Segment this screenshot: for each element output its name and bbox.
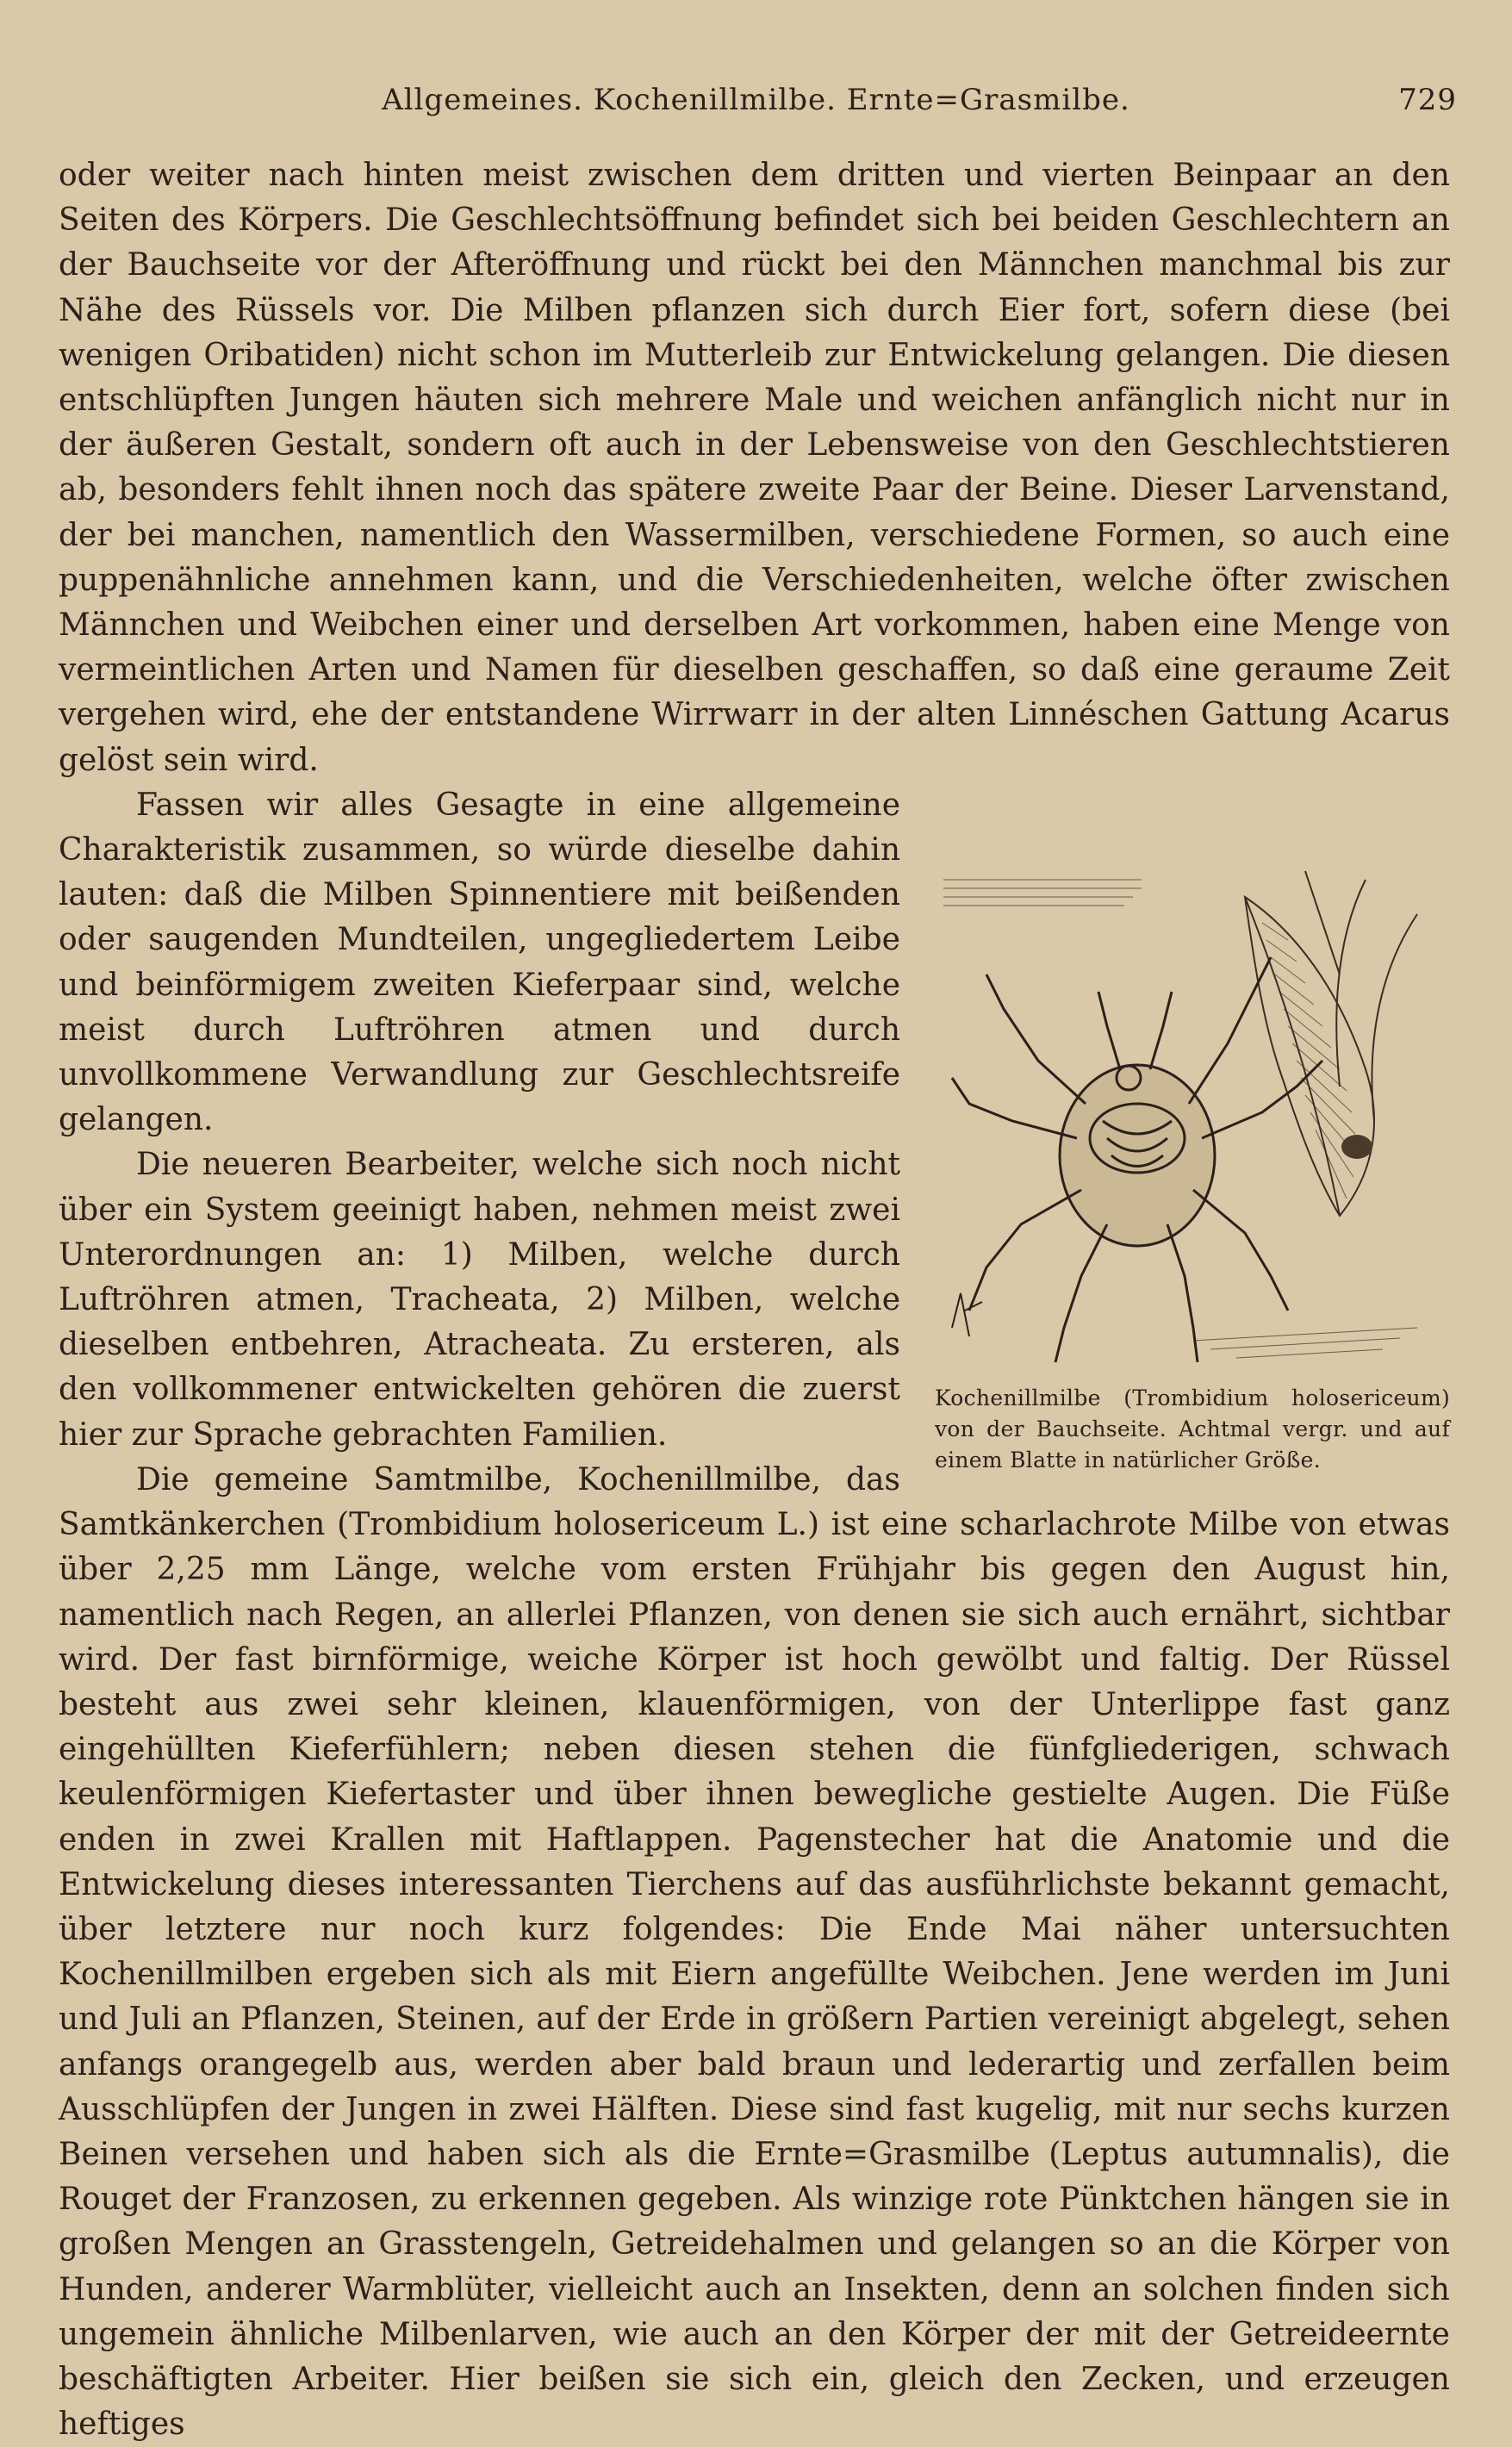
paragraph-4: Die gemeine Samtmilbe, Kochenillmilbe, das Samtkänkerchen (Trombidium holosericeum L.) ist eine scharlachrote Milbe von etwas über 2,25 mm Länge, welche vom ersten Frühjahr bis gegen den August hin, namentlich nach Regen, an allerlei Pflanzen, von denen sie sich auch ernährt, sichtbar wird. Der fast birnförmige, weiche Körper ist hoch gewölbt und faltig. Der Rüssel besteht aus zwei sehr kleinen, klauenförmigen, von der Unterlippe fast ganz eingehüllten Kieferfühlern; neben diesen stehen die fünfgliederigen, schwach keulenförmigen Kiefertaster und über ihnen bewegliche gestielte Augen. Die Füße enden in zwei Krallen mit Haftlappen. Pagenstecher hat die Anatomie und die Entwickelung dieses interessanten Tierchens auf das ausführlichste bekannt gemacht, über letztere nur noch kurz folgendes: Die Ende Mai näher untersuchten Kochenillmilben ergeben sich als mit Eiern angefüllte Weibchen. Jene werden im Juni und Juli an Pflanzen, Steinen, auf der Erde in größern Partien vereinigt abgelegt, sehen anfangs orangegelb aus, werden aber bald braun und lederartig und zerfallen beim Ausschlüpfen der Jungen in zwei Hälften. Diese sind fast kugelig, mit nur sechs kurzen Beinen versehen und haben sich als die Ernte=Grasmilbe (Leptus autumnalis), die Rouget der Franzosen, zu erkennen gegeben. Als winzige rote Pünktchen hängen sie in großen Mengen an Grasstengeln, Getreidehalmen und gelangen so an die Körper von Hunden, anderer Warmblüter, vielleicht auch an Insekten, denn an solchen finden sich ungemein ähnliche Milbenlarven, wie auch an den Körper der mit der Getreideernte beschäftigten Arbeiter. Hier beißen sie sich ein, gleich den Zecken, und erzeugen heftiges: [59, 1461, 1450, 2443]
paragraph-2: Fassen wir alles Gesagte in eine allgemeine Charakteristik zusammen, so würde dieselbe dahin lauten: daß die Milben Spinnentiere mit beißenden oder saugenden Mundteilen, ungegliedertem Leibe und beinförmigem zweiten Kieferpaar sind, welche meist durch Luftröhren atmen und durch unvollkommene Verwandlung zur Geschlechtsreife gelangen.: [59, 787, 900, 1138]
mite-illustration-icon: [935, 862, 1450, 1378]
paragraph-3: Die neueren Bearbeiter, welche sich noch nicht über ein System geeinigt haben, nehmen meist zwei Unterordnungen an: 1) Milben, welche durch Luftröhren atmen, Tracheata, 2) Milben, welche dieselben entbehren, Atracheata. Zu ersteren, als den vollkommener entwickelten gehören die zuerst hier zur Sprache gebrachten Familien.: [59, 1147, 900, 1453]
figure-caption: Kochenillmilbe (Trombidium holosericeum) von der Bauchseite. Achtmal vergr. und auf einem Blatte in natürlicher Größe.: [935, 1385, 1450, 1473]
figure-mite: [935, 862, 1450, 1476]
page-number: 729: [1398, 83, 1457, 117]
body-text: [59, 153, 1450, 2447]
paragraph-1: oder weiter nach hinten meist zwischen dem dritten und vierten Beinpaar an den Seiten des Körpers. Die Geschlechtsöffnung befindet sich bei beiden Geschlechtern an der Bauchseite vor der Afteröffnung und rückt bei den Männchen manchmal bis zur Nähe des Rüssels vor. Die Milben pflanzen sich durch Eier fort, sofern diese (bei wenigen Oribatiden) nicht schon im Mutterleib zur Entwickelung gelangen. Die diesen entschlüpften Jungen häuten sich mehrere Male und weichen anfänglich nicht nur in der äußeren Gestalt, sondern oft auch in der Lebensweise von den Geschlechtstieren ab, besonders fehlt ihnen noch das spätere zweite Paar der Beine. Dieser Larvenstand, der bei manchen, namentlich den Wassermilben, verschiedene Formen, so auch eine puppenähnliche annehmen kann, und die Verschiedenheiten, welche öfter zwischen Männchen und Weibchen einer und derselben Art vorkommen, haben eine Menge von vermeintlichen Arten und Namen für dieselben geschaffen, so daß eine geraume Zeit vergehen wird, ehe der entstandene Wirrwarr in der alten Linnéschen Gattung Acarus gelöst sein wird.: [59, 158, 1450, 778]
running-title: Allgemeines. Kochenillmilbe. Ernte=Grasmilbe.: [382, 83, 1130, 117]
